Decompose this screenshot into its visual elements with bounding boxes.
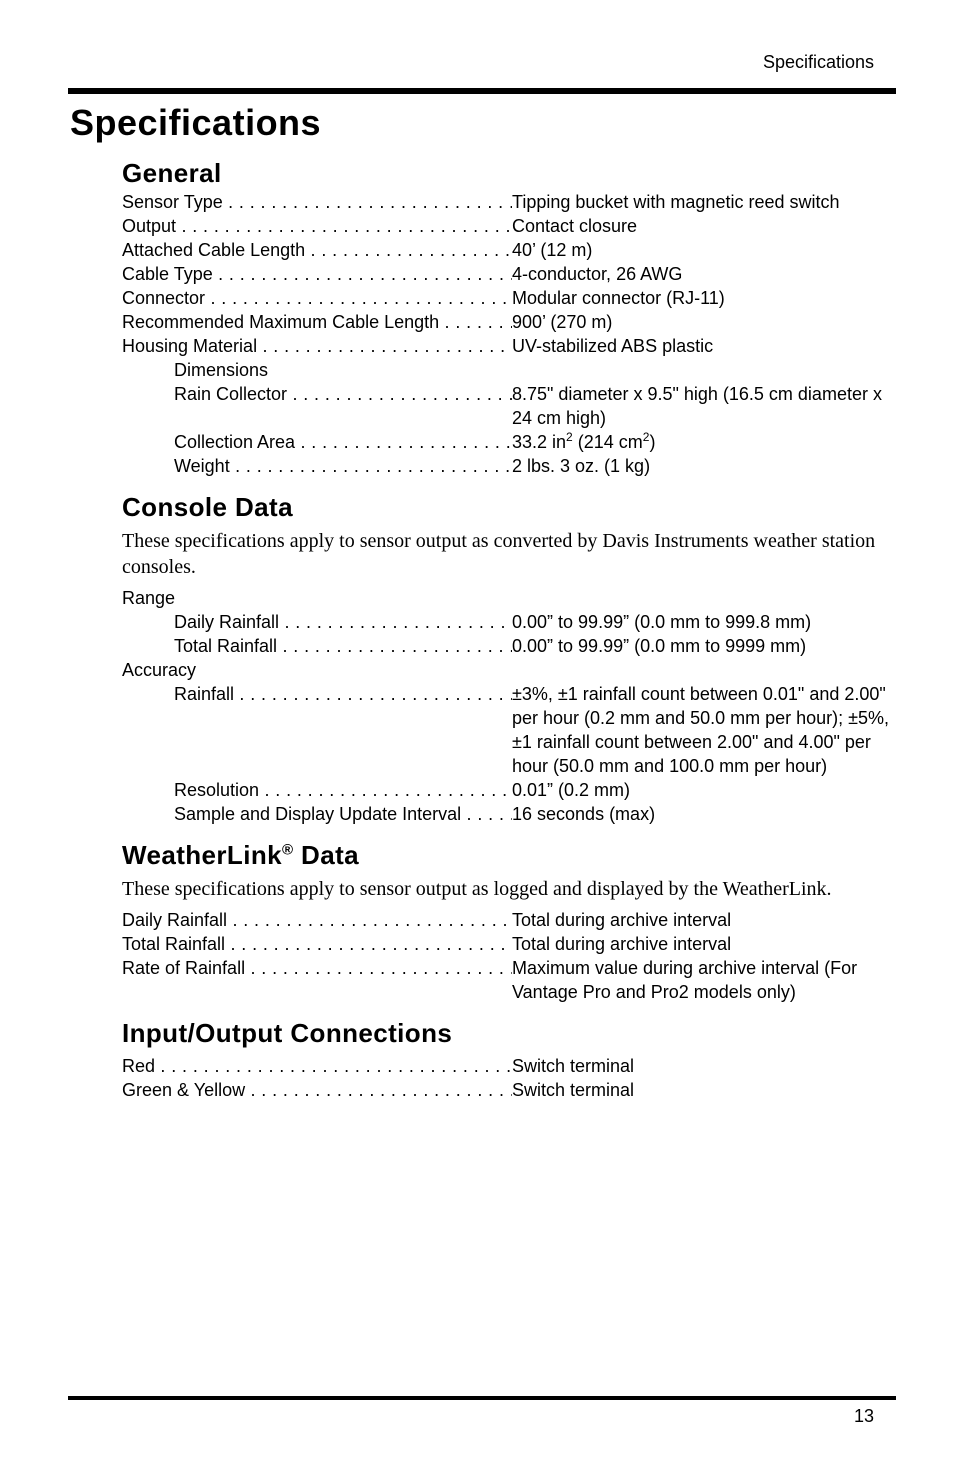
- spec-value: Maximum value during archive interval (For Vantage Pro and Pro2 models only): [512, 958, 858, 1002]
- superscript: 2: [566, 430, 573, 444]
- section-intro: These specifications apply to sensor output as logged and displayed by the WeatherLink.: [122, 878, 832, 900]
- io-spec-list: [122, 1054, 894, 1102]
- spec-value: 900’ (270 m): [512, 312, 613, 332]
- spec-label: Cable Type . . .: [122, 262, 512, 286]
- spec-label: Red . . .: [122, 1054, 512, 1078]
- spec-row: [122, 454, 894, 478]
- value-part: 33.2 in: [512, 432, 567, 452]
- spec-label: Collection Area . . .: [122, 430, 512, 454]
- spec-label: Rate of Rainfall . . .: [122, 956, 512, 1004]
- spec-row: [122, 190, 894, 214]
- spec-row: [122, 610, 894, 634]
- spec-label: Attached Cable Length . . .: [122, 238, 512, 262]
- spec-group-label-row: [122, 358, 894, 382]
- section-heading-console-data: Console Data: [122, 492, 293, 522]
- spec-row: [122, 286, 894, 310]
- spec-label: Green & Yellow . . .: [122, 1078, 512, 1102]
- spec-label: Rain Collector . . .: [122, 382, 512, 430]
- spec-row: [122, 908, 894, 932]
- spec-value: [512, 430, 894, 454]
- spec-value: Contact closure: [512, 216, 638, 236]
- spec-value: 0.00” to 99.99” (0.0 mm to 999.8 mm): [512, 612, 812, 632]
- spec-value: Tipping bucket with magnetic reed switch: [512, 192, 840, 212]
- section-heading-input-output-connections: Input/Output Connections: [122, 1018, 453, 1048]
- spec-label: Connector . . .: [122, 286, 512, 310]
- spec-label: Sample and Display Update Interval . . .: [122, 802, 512, 826]
- page-number: 13: [853, 1406, 874, 1426]
- spec-row: [122, 956, 894, 1004]
- console-spec-list: [122, 586, 894, 826]
- spec-label: Housing Material . . .: [122, 334, 512, 358]
- spec-value: 0.00” to 99.99” (0.0 mm to 9999 mm): [512, 636, 807, 656]
- spec-row: [122, 802, 894, 826]
- spec-value: Total during archive interval: [512, 934, 732, 954]
- spec-row: [122, 634, 894, 658]
- spec-group-label-row: [122, 658, 894, 682]
- value-part: ): [649, 432, 656, 452]
- registered-mark: ®: [281, 841, 294, 859]
- spec-label: Output . . .: [122, 214, 512, 238]
- weatherlink-spec-list: [122, 908, 894, 1004]
- section-heading-general: General: [122, 158, 222, 188]
- spec-value: 16 seconds (max): [512, 804, 656, 824]
- spec-group-label-row: [122, 586, 894, 610]
- spec-label: Weight . . .: [122, 454, 512, 478]
- spec-row: [122, 778, 894, 802]
- spec-label: Daily Rainfall . . .: [122, 610, 512, 634]
- spec-row: [122, 1054, 894, 1078]
- spec-label: Total Rainfall . . .: [122, 932, 512, 956]
- spec-value: Modular connector (RJ-11): [512, 288, 725, 308]
- spec-group-label: Dimensions: [174, 360, 269, 380]
- section-intro: These specifications apply to sensor output as converted by Davis Instruments weather station consoles.: [122, 530, 876, 578]
- spec-row: [122, 238, 894, 262]
- spec-value: UV-stabilized ABS plastic: [512, 336, 714, 356]
- section-heading-weatherlink-data: [122, 838, 894, 872]
- spec-value: ±3%, ±1 rainfall count between 0.01" and 2.00" per hour (0.2 mm and 50.0 mm per hour); ±5%, ±1 rainfall count between 2.00" and 4.00" per hour (50.0 mm and 100.0 mm per hour): [512, 684, 890, 776]
- footer-rule: [68, 1396, 896, 1400]
- spec-row: [122, 430, 894, 454]
- spec-value: 2 lbs. 3 oz. (1 kg): [512, 456, 651, 476]
- heading-text: Data: [293, 840, 359, 870]
- spec-label: Sensor Type . . .: [122, 190, 512, 214]
- spec-row: [122, 1078, 894, 1102]
- spec-row: [122, 382, 894, 430]
- spec-row: [122, 334, 894, 358]
- spec-row: [122, 262, 894, 286]
- header-rule: [68, 88, 896, 94]
- spec-value: 40’ (12 m): [512, 240, 593, 260]
- spec-label: Daily Rainfall . . .: [122, 908, 512, 932]
- spec-label: Rainfall . . .: [122, 682, 512, 778]
- running-header: Specifications: [762, 52, 874, 72]
- spec-value: 8.75" diameter x 9.5" high (16.5 cm diameter x 24 cm high): [512, 384, 882, 428]
- spec-row: [122, 932, 894, 956]
- general-spec-list: [122, 190, 894, 478]
- page-title: Specifications: [70, 102, 322, 143]
- spec-value: 0.01” (0.2 mm): [512, 780, 631, 800]
- heading-text: WeatherLink: [122, 840, 282, 870]
- spec-value: 4-conductor, 26 AWG: [512, 264, 683, 284]
- spec-row: [122, 682, 894, 778]
- value-part: (214 cm: [572, 432, 643, 452]
- spec-group-label: Range: [122, 588, 176, 608]
- spec-label: Total Rainfall . . .: [122, 634, 512, 658]
- spec-value: Switch terminal: [512, 1056, 635, 1076]
- superscript: 2: [642, 430, 650, 444]
- spec-row: [122, 214, 894, 238]
- spec-row: [122, 310, 894, 334]
- specifications-content: [122, 156, 894, 1102]
- spec-label: Resolution . . .: [122, 778, 512, 802]
- spec-label: Recommended Maximum Cable Length . . .: [122, 310, 512, 334]
- spec-value: Total during archive interval: [512, 910, 732, 930]
- spec-value: Switch terminal: [512, 1080, 635, 1100]
- spec-group-label: Accuracy: [122, 660, 197, 680]
